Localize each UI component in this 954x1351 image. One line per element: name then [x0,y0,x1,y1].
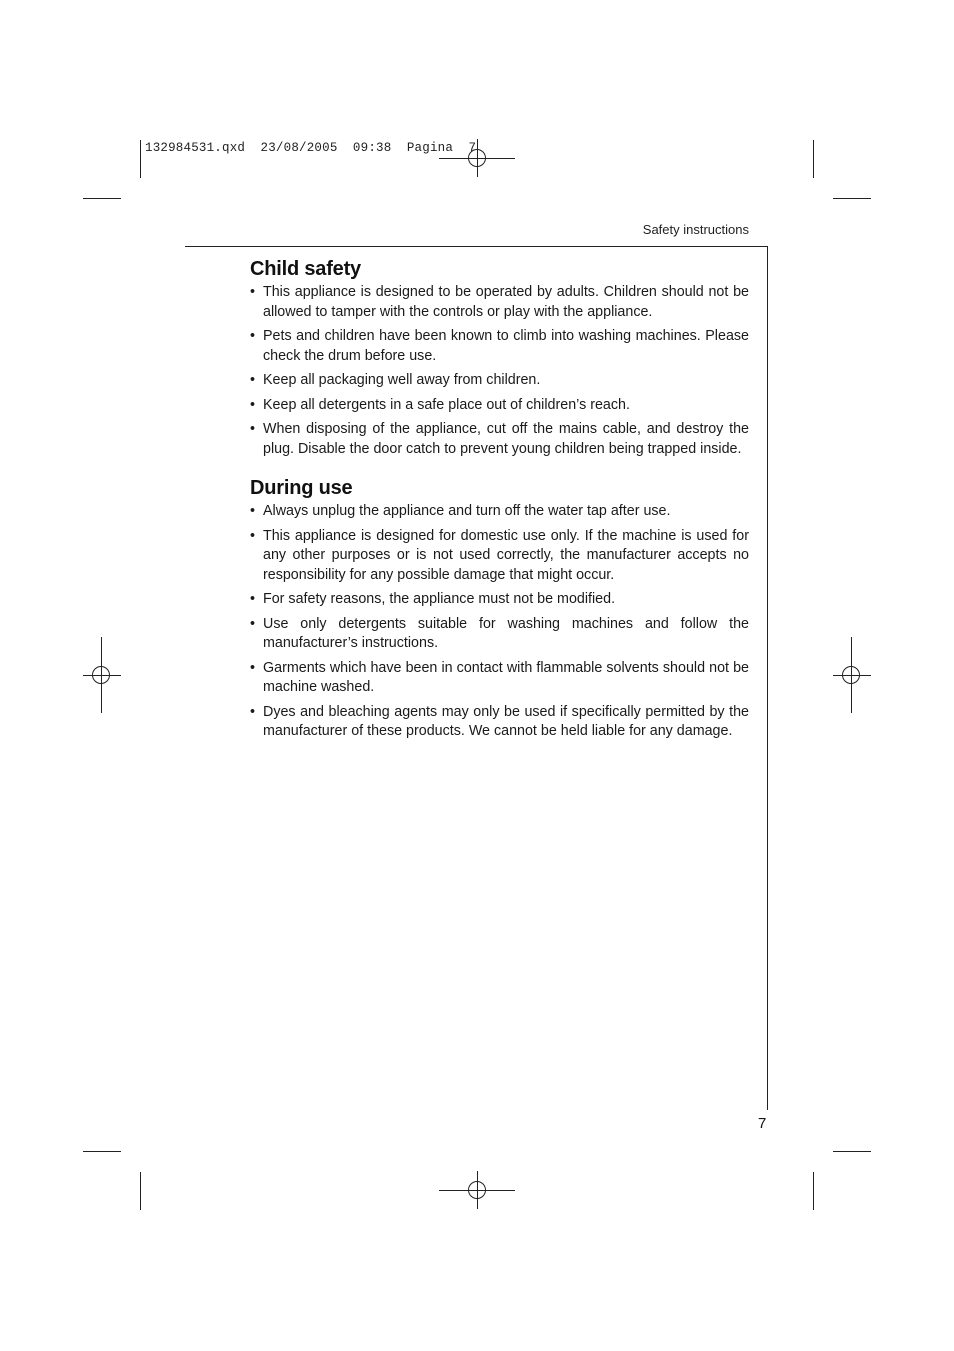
document-body [250,258,749,747]
list-item: • Pets and children have been known to climb into washing machines. Please check the drum before use. [250,327,749,366]
during-use-list [250,502,749,742]
print-slug: 132984531.qxd 23/08/2005 09:38 Pagina 7 [145,141,477,155]
list-item: • This appliance is designed for domestic use only. If the machine is used for any other purposes or is not used correctly, the manufacturer accepts no responsibility for any possible damage that might occur. [250,527,749,586]
list-item: • This appliance is designed to be operated by adults. Children should not be allowed to tamper with the controls or play with the appliance. [250,283,749,322]
child-safety-list [250,283,749,459]
list-item: • Keep all detergents in a safe place out of children’s reach. [250,396,749,416]
margin-rule [767,246,768,1110]
list-item: • Keep all packaging well away from children. [250,371,749,391]
heading-during-use: During use [250,477,353,499]
list-item: • For safety reasons, the appliance must not be modified. [250,590,749,610]
header-rule [185,246,768,247]
list-item: • When disposing of the appliance, cut off the mains cable, and destroy the plug. Disable the door catch to prevent young children being trapped inside. [250,420,749,459]
list-item: • Dyes and bleaching agents may only be used if specifically permitted by the manufacturer of these products. We cannot be held liable for any damage. [250,703,749,742]
running-header: Safety instructions [642,222,749,237]
list-item: • Use only detergents suitable for washing machines and follow the manufacturer’s instructions. [250,615,749,654]
list-item: • Garments which have been in contact with flammable solvents should not be machine washed. [250,659,749,698]
heading-child-safety: Child safety [250,258,361,280]
page-number: 7 [758,1115,767,1132]
list-item: • Always unplug the appliance and turn off the water tap after use. [250,502,749,522]
